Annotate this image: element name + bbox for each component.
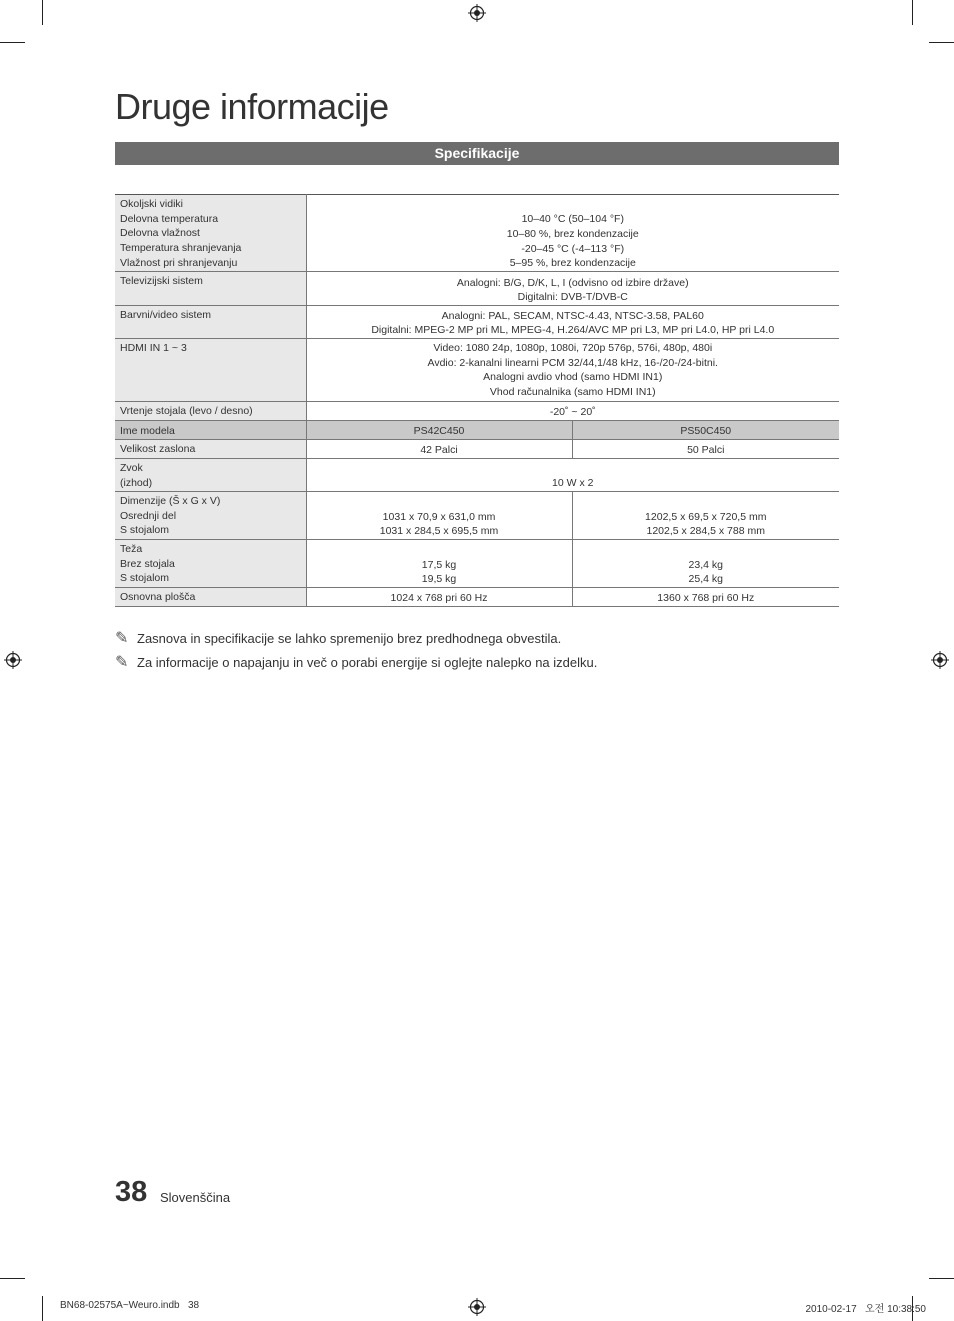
table-row: [115, 402, 839, 421]
row-value: [572, 540, 839, 588]
table-row: [115, 195, 839, 272]
row-value: 42 Palci: [306, 440, 572, 459]
row-value: [572, 492, 839, 540]
value-line: 25,4 kg: [688, 573, 723, 586]
value-line: -20–45 °C (-4–113 °F): [521, 242, 625, 255]
row-label: HDMI IN 1 ~ 3: [115, 339, 306, 402]
value-line: 10–40 °C (50–104 °F): [521, 213, 624, 226]
note: [115, 652, 597, 672]
row-value: 1024 x 768 pri 60 Hz: [306, 588, 572, 607]
crop-mark: [42, 1296, 43, 1321]
registration-mark-icon: [931, 651, 949, 669]
section-header: Specifikacije: [115, 142, 839, 165]
label-line: Temperatura shranjevanja: [120, 242, 242, 255]
label-line: Delovna temperatura: [120, 212, 219, 225]
note-text: Za informacije o napajanju in več o porabi energije si oglejte nalepko na izdelku.: [137, 654, 598, 670]
row-value: 1360 x 768 pri 60 Hz: [572, 588, 839, 607]
value-line: 1031 x 70,9 x 631,0 mm: [382, 510, 496, 523]
row-value: [306, 492, 572, 540]
row-value: [306, 339, 839, 402]
table-row: [115, 540, 839, 588]
row-label: [115, 540, 306, 588]
value-line: 5–95 %, brez kondenzacije: [509, 257, 636, 270]
value-line: 10–80 %, brez kondenzacije: [506, 227, 639, 240]
table-row: [115, 492, 839, 540]
label-line: Okoljski vidiki: [120, 198, 184, 210]
crop-mark: [929, 1278, 954, 1279]
value-line: Digitalni: MPEG-2 MP pri ML, MPEG-4, H.264/AVC MP pri L3, MP pri L4.0, HP pri L4.0: [371, 324, 775, 337]
pencil-note-icon: ✎: [115, 630, 129, 647]
row-label: Vrtenje stojala (levo / desno): [115, 402, 306, 421]
row-label: [115, 195, 306, 272]
value-line: Video: 1080 24p, 1080p, 1080i, 720p 576p, 576i, 480p, 480i: [433, 342, 713, 354]
value-line: 1202,5 x 69,5 x 720,5 mm: [645, 510, 767, 523]
row-value: [306, 272, 839, 306]
label-line: Brez stojala: [120, 557, 175, 570]
label-line: Vlažnost pri shranjevanju: [120, 256, 238, 269]
value-line: Analogni: PAL, SECAM, NTSC-4.43, NTSC-3.58, PAL60: [441, 309, 704, 322]
crop-mark: [912, 0, 913, 25]
label-line: Zvok: [120, 462, 143, 474]
table-row: [115, 459, 839, 492]
row-label: Velikost zaslona: [115, 440, 306, 459]
label-line: Dimenzije (Š x G x V): [120, 495, 221, 507]
row-label: Osnovna plošča: [115, 588, 306, 607]
value-line: Digitalni: DVB-T/DVB-C: [517, 291, 628, 304]
value-line: 23,4 kg: [688, 558, 723, 571]
label-line: Osrednji del: [120, 509, 177, 522]
registration-mark-icon: [468, 4, 486, 22]
row-label: Barvni/video sistem: [115, 306, 306, 339]
value-line: 1202,5 x 284,5 x 788 mm: [646, 525, 765, 538]
page-number: 38: [115, 1176, 148, 1208]
crop-mark: [929, 42, 954, 43]
table-row: [115, 588, 839, 607]
label-line: Teža: [120, 543, 143, 555]
crop-mark: [42, 0, 43, 25]
row-label: Televizijski sistem: [115, 272, 306, 306]
model-name-cell: PS42C450: [306, 421, 572, 440]
row-value: [306, 540, 572, 588]
row-value: 50 Palci: [572, 440, 839, 459]
page-title: Druge informacije: [115, 86, 389, 127]
language-label: Slovenščina: [160, 1190, 231, 1205]
value-line: Avdio: 2-kanalni linearni PCM 32/44,1/48 kHz, 16-/20-/24-bitni.: [427, 356, 718, 369]
row-value: -20˚ ~ 20˚: [306, 402, 839, 421]
print-timestamp: 2010-02-17 오전 10:38:50: [805, 1304, 926, 1315]
note: [115, 628, 561, 648]
value-line: Analogni avdio vhod (samo HDMI IN1): [483, 371, 663, 384]
label-line: S stojalom: [120, 524, 170, 537]
label-line: Delovna vlažnost: [120, 227, 200, 240]
table-row: [115, 272, 839, 306]
row-value: [306, 195, 839, 272]
table-row: [115, 339, 839, 402]
label-line: (izhod): [120, 476, 153, 489]
crop-mark: [0, 1278, 25, 1279]
table-header-row: [115, 421, 839, 440]
pencil-note-icon: ✎: [115, 654, 129, 671]
label-line: S stojalom: [120, 572, 170, 585]
value-line: Analogni: B/G, D/K, L, I (odvisno od izbire države): [456, 276, 689, 289]
value-line: Vhod računalnika (samo HDMI IN1): [489, 386, 656, 399]
value-line: 19,5 kg: [421, 573, 457, 586]
value-line: 17,5 kg: [421, 558, 457, 571]
spec-table: [115, 194, 839, 607]
print-file-info: BN68-02575A~Weuro.indb 38: [60, 1300, 200, 1311]
value-line: 1031 x 284,5 x 695,5 mm: [379, 525, 499, 538]
crop-mark: [0, 42, 25, 43]
row-label: [115, 459, 306, 492]
table-row: [115, 440, 839, 459]
row-value: [306, 306, 839, 339]
model-name-cell: PS50C450: [572, 421, 839, 440]
row-label: Ime modela: [115, 421, 306, 440]
row-value: 10 W x 2: [306, 459, 839, 492]
note-text: Zasnova in specifikacije se lahko spremenijo brez predhodnega obvestila.: [137, 630, 562, 646]
registration-mark-icon: [4, 651, 22, 669]
row-label: [115, 492, 306, 540]
registration-mark-icon: [468, 1298, 486, 1316]
table-row: [115, 306, 839, 339]
